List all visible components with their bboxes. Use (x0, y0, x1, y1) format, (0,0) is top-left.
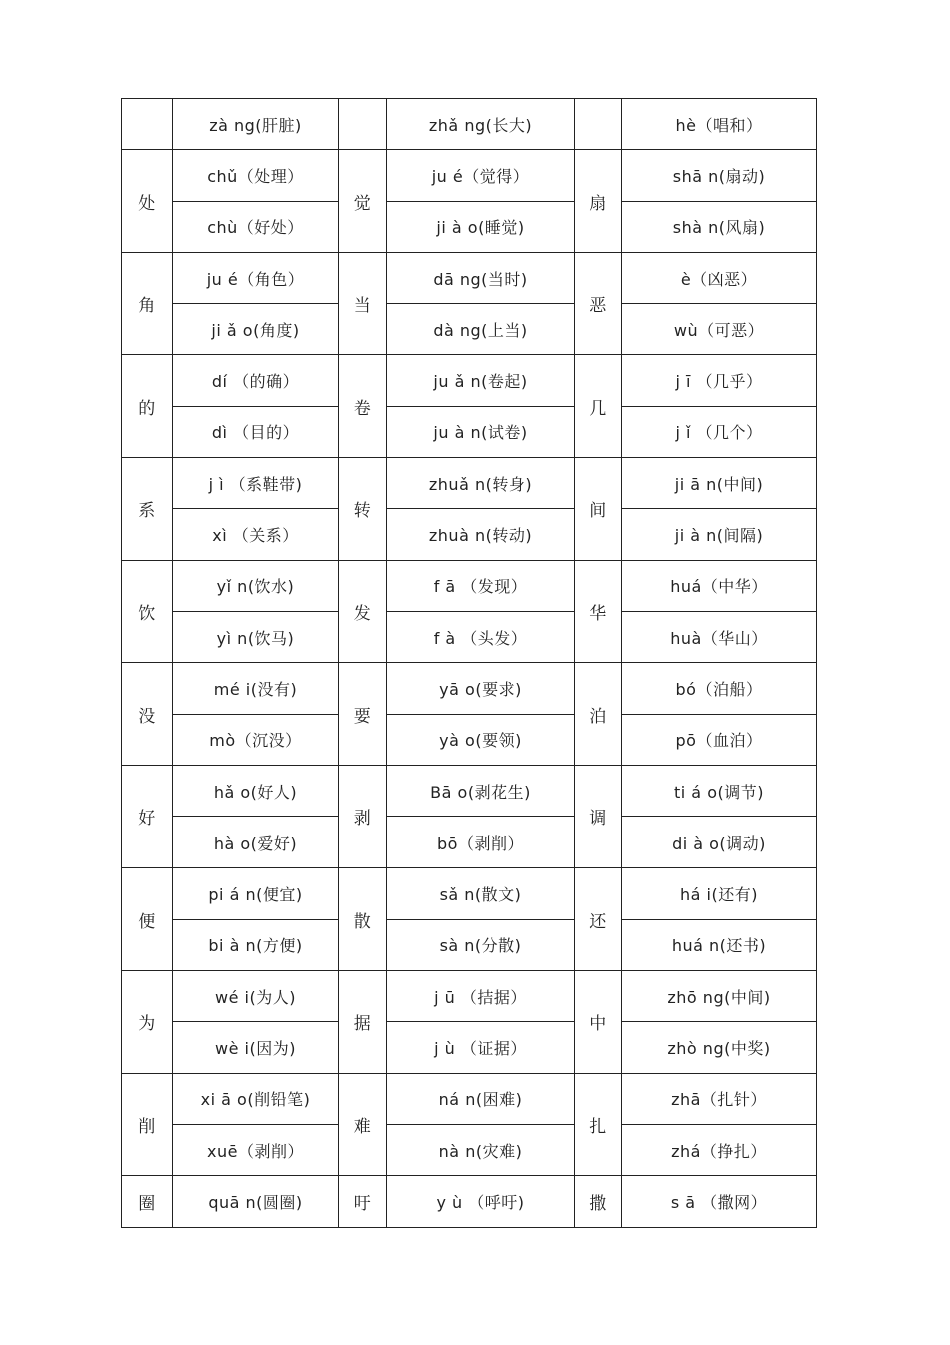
pinyin-reading-cell: y ù （呼吁) (387, 1176, 575, 1227)
pinyin-reading-cell: huá n(还书) (622, 919, 817, 970)
pinyin-reading-cell: mò（沉没） (173, 714, 339, 765)
character-cell: 据 (339, 971, 387, 1074)
pinyin-reading-cell: zhuǎ n(转身) (387, 458, 575, 509)
pinyin-reading-cell: zhá（挣扎） (622, 1124, 817, 1175)
pinyin-reading-cell: è（凶恶） (622, 252, 817, 303)
character-cell: 还 (575, 868, 622, 971)
pinyin-reading-cell: zhuà n(转动) (387, 509, 575, 560)
pinyin-reading-cell: f à （头发） (387, 611, 575, 662)
pinyin-reading-cell: quā n(圆圈) (173, 1176, 339, 1227)
table-row (122, 611, 817, 662)
pinyin-reading-cell: j ì （系鞋带) (173, 458, 339, 509)
table-row (122, 304, 817, 355)
pinyin-reading-cell: xi ā o(削铅笔) (173, 1073, 339, 1124)
character-cell (339, 99, 387, 150)
character-cell: 转 (339, 458, 387, 561)
pinyin-reading-cell: xì （关系） (173, 509, 339, 560)
pinyin-reading-cell: ná n(困难) (387, 1073, 575, 1124)
table-row (122, 868, 817, 919)
pinyin-reading-cell: bó（泊船） (622, 663, 817, 714)
pinyin-reading-cell: yā o(要求) (387, 663, 575, 714)
table-body (122, 99, 817, 1228)
character-cell: 泊 (575, 663, 622, 766)
character-cell: 撒 (575, 1176, 622, 1227)
pinyin-reading-cell: ji à n(间隔) (622, 509, 817, 560)
character-cell: 华 (575, 560, 622, 663)
pinyin-reading-cell: f ā （发现） (387, 560, 575, 611)
table-row (122, 509, 817, 560)
pinyin-reading-cell: sǎ n(散文) (387, 868, 575, 919)
pinyin-reading-cell: ji ā n(中间) (622, 458, 817, 509)
pinyin-reading-cell: há i(还有) (622, 868, 817, 919)
character-cell: 间 (575, 458, 622, 561)
pinyin-reading-cell: pi á n(便宜) (173, 868, 339, 919)
pinyin-reading-cell: wè i(因为) (173, 1022, 339, 1073)
table-row (122, 355, 817, 406)
character-cell: 没 (122, 663, 173, 766)
pinyin-reading-cell: s ā （撒网） (622, 1176, 817, 1227)
pinyin-reading-cell: ti á o(调节) (622, 765, 817, 816)
pinyin-reading-cell: bō（剥削） (387, 817, 575, 868)
character-cell: 圈 (122, 1176, 173, 1227)
pinyin-reading-cell: ji ǎ o(角度) (173, 304, 339, 355)
polyphonic-table (121, 98, 817, 1228)
table-row (122, 971, 817, 1022)
table-row (122, 458, 817, 509)
pinyin-reading-cell: dì （目的） (173, 406, 339, 457)
pinyin-reading-cell: pō（血泊） (622, 714, 817, 765)
pinyin-reading-cell: zhò ng(中奖) (622, 1022, 817, 1073)
pinyin-reading-cell: zhǎ ng(长大) (387, 99, 575, 150)
table-row (122, 919, 817, 970)
pinyin-reading-cell: wé i(为人) (173, 971, 339, 1022)
table-row (122, 99, 817, 150)
table-row (122, 252, 817, 303)
character-cell: 发 (339, 560, 387, 663)
pinyin-reading-cell: ju à n(试卷) (387, 406, 575, 457)
pinyin-reading-cell: yì n(饮马) (173, 611, 339, 662)
pinyin-reading-cell: xuē（剥削） (173, 1124, 339, 1175)
character-cell: 觉 (339, 150, 387, 253)
character-cell: 为 (122, 971, 173, 1074)
character-cell: 散 (339, 868, 387, 971)
table-row (122, 1124, 817, 1175)
character-cell: 处 (122, 150, 173, 253)
character-cell: 系 (122, 458, 173, 561)
character-cell: 扇 (575, 150, 622, 253)
character-cell: 恶 (575, 252, 622, 355)
character-cell: 难 (339, 1073, 387, 1176)
table-row (122, 714, 817, 765)
table-row (122, 1073, 817, 1124)
pinyin-reading-cell: ju ǎ n(卷起) (387, 355, 575, 406)
table-row (122, 1176, 817, 1227)
table-row (122, 765, 817, 816)
character-cell: 调 (575, 765, 622, 868)
pinyin-reading-cell: bi à n(方便) (173, 919, 339, 970)
pinyin-reading-cell: di à o(调动) (622, 817, 817, 868)
pinyin-reading-cell: j ī （几乎） (622, 355, 817, 406)
character-cell: 便 (122, 868, 173, 971)
pinyin-reading-cell: wù（可恶） (622, 304, 817, 355)
table-row (122, 1022, 817, 1073)
pinyin-reading-cell: Bā o(剥花生) (387, 765, 575, 816)
character-cell: 几 (575, 355, 622, 458)
pinyin-reading-cell: dí （的确） (173, 355, 339, 406)
pinyin-reading-cell: mé i(没有) (173, 663, 339, 714)
pinyin-reading-cell: dà ng(上当) (387, 304, 575, 355)
pinyin-reading-cell: j ū （拮据） (387, 971, 575, 1022)
pinyin-reading-cell: hè（唱和） (622, 99, 817, 150)
table-row (122, 150, 817, 201)
pinyin-reading-cell: zà ng(肝脏) (173, 99, 339, 150)
character-cell: 卷 (339, 355, 387, 458)
character-cell: 削 (122, 1073, 173, 1176)
table-row (122, 406, 817, 457)
character-cell: 要 (339, 663, 387, 766)
pinyin-reading-cell: hǎ o(好人) (173, 765, 339, 816)
pinyin-reading-cell: j ù （证据） (387, 1022, 575, 1073)
pinyin-reading-cell: j ǐ （几个） (622, 406, 817, 457)
character-cell: 扎 (575, 1073, 622, 1176)
pinyin-reading-cell: yà o(要领) (387, 714, 575, 765)
pinyin-reading-cell: zhā（扎针） (622, 1073, 817, 1124)
table-row (122, 817, 817, 868)
table-row (122, 663, 817, 714)
pinyin-reading-cell: chǔ（处理） (173, 150, 339, 201)
pinyin-reading-cell: nà n(灾难) (387, 1124, 575, 1175)
character-cell: 剥 (339, 765, 387, 868)
character-cell (575, 99, 622, 150)
pinyin-reading-cell: hà o(爱好) (173, 817, 339, 868)
pinyin-reading-cell: huà（华山） (622, 611, 817, 662)
pinyin-reading-cell: shā n(扇动) (622, 150, 817, 201)
pinyin-reading-cell: chù（好处） (173, 201, 339, 252)
pinyin-reading-cell: sà n(分散) (387, 919, 575, 970)
pinyin-reading-cell: huá（中华） (622, 560, 817, 611)
pinyin-reading-cell: yǐ n(饮水) (173, 560, 339, 611)
pinyin-reading-cell: ji à o(睡觉) (387, 201, 575, 252)
table-row (122, 201, 817, 252)
character-cell: 好 (122, 765, 173, 868)
pinyin-reading-cell: dā ng(当时) (387, 252, 575, 303)
character-cell: 的 (122, 355, 173, 458)
pinyin-reading-cell: ju é（角色） (173, 252, 339, 303)
polyphonic-character-sheet (121, 98, 816, 1228)
character-cell: 当 (339, 252, 387, 355)
character-cell: 吁 (339, 1176, 387, 1227)
pinyin-reading-cell: ju é（觉得） (387, 150, 575, 201)
pinyin-reading-cell: shà n(风扇) (622, 201, 817, 252)
pinyin-reading-cell: zhō ng(中间) (622, 971, 817, 1022)
character-cell: 中 (575, 971, 622, 1074)
character-cell (122, 99, 173, 150)
character-cell: 角 (122, 252, 173, 355)
character-cell: 饮 (122, 560, 173, 663)
table-row (122, 560, 817, 611)
